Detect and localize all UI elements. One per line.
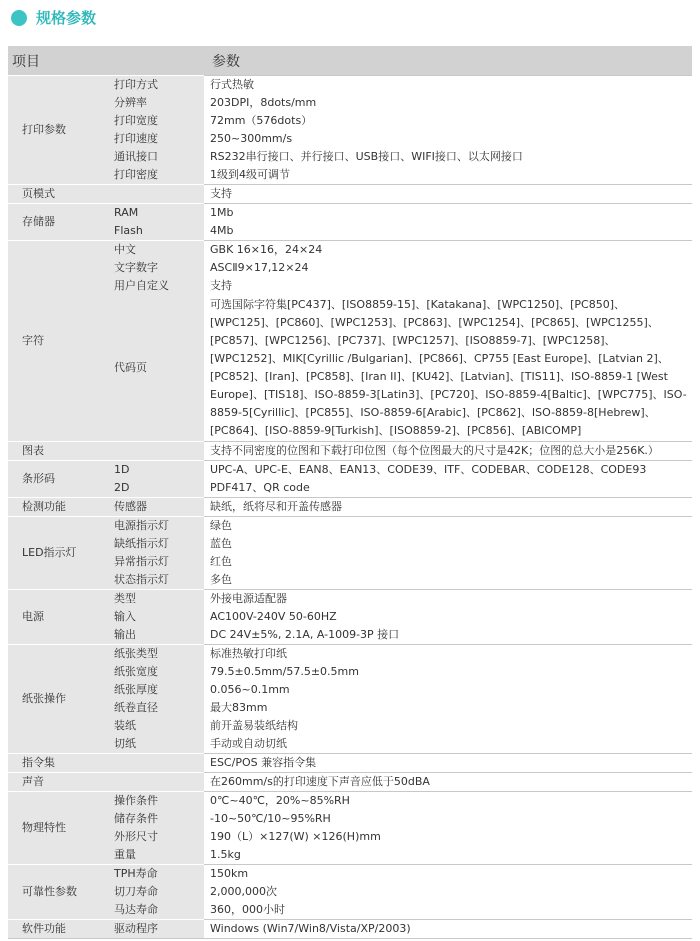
- value-cell: -10~50℃/10~95%RH: [204, 810, 692, 828]
- value-cell: 1级到4级可调节: [204, 166, 692, 185]
- subitem-cell: RAM: [106, 204, 204, 223]
- value-cell: 1.5kg: [204, 846, 692, 865]
- table-row: [8, 810, 692, 828]
- table-row: [8, 241, 692, 260]
- table-row: [8, 277, 692, 295]
- table-row: [8, 754, 692, 773]
- table-row: [8, 517, 692, 536]
- value-cell: 150km: [204, 865, 692, 884]
- table-row: [8, 259, 692, 277]
- category-cell: 检测功能: [8, 498, 106, 517]
- table-row: [8, 112, 692, 130]
- category-cell: 图表: [8, 442, 106, 461]
- subitem-cell: 通讯接口: [106, 148, 204, 166]
- subitem-cell: 打印宽度: [106, 112, 204, 130]
- value-cell: 0℃~40℃，20%~85%RH: [204, 792, 692, 811]
- subitem-cell: 马达寿命: [106, 901, 204, 920]
- value-cell: 手动或自动切纸: [204, 735, 692, 754]
- table-row: [8, 94, 692, 112]
- subitem-cell: 打印速度: [106, 130, 204, 148]
- subitem-cell: 缺纸指示灯: [106, 535, 204, 553]
- table-row: [8, 590, 692, 609]
- subitem-cell: 纸张类型: [106, 645, 204, 664]
- section-header: [0, 0, 700, 46]
- subitem-cell: 打印密度: [106, 166, 204, 185]
- table-row: [8, 166, 692, 185]
- value-cell: 最大83mm: [204, 699, 692, 717]
- value-cell: ASCⅡ9×17,12×24: [204, 259, 692, 277]
- subitem-cell: [106, 185, 204, 204]
- section-title: 规格参数: [36, 9, 97, 27]
- category-cell: 指令集: [8, 754, 106, 773]
- category-cell: 电源: [8, 590, 106, 645]
- spec-table: [8, 46, 692, 939]
- value-cell: 支持不同密度的位图和下载打印位图（每个位图最大的尺寸是42K；位图的总大小是256K.）: [204, 442, 692, 461]
- category-cell: 字符: [8, 241, 106, 442]
- spec-table-body: [8, 76, 692, 939]
- subitem-cell: 电源指示灯: [106, 517, 204, 536]
- subitem-cell: 2D: [106, 479, 204, 498]
- value-cell: ESC/POS 兼容指令集: [204, 754, 692, 773]
- value-cell: 203DPI，8dots/mm: [204, 94, 692, 112]
- value-cell: 在260mm/s的打印速度下声音应低于50dBA: [204, 773, 692, 792]
- value-cell: 蓝色: [204, 535, 692, 553]
- subitem-cell: 驱动程序: [106, 920, 204, 939]
- value-cell: 支持: [204, 277, 692, 295]
- value-cell: 72mm（576dots）: [204, 112, 692, 130]
- subitem-cell: 状态指示灯: [106, 571, 204, 590]
- subitem-cell: 纸张宽度: [106, 663, 204, 681]
- category-cell: 条形码: [8, 461, 106, 498]
- value-cell: 多色: [204, 571, 692, 590]
- table-row: [8, 920, 692, 939]
- subitem-cell: 装纸: [106, 717, 204, 735]
- table-row: [8, 535, 692, 553]
- table-header-row: [8, 46, 692, 76]
- table-row: [8, 792, 692, 811]
- value-cell: PDF417、QR code: [204, 479, 692, 498]
- subitem-cell: 切纸: [106, 735, 204, 754]
- table-row: [8, 553, 692, 571]
- value-cell: 4Mb: [204, 222, 692, 241]
- subitem-cell: TPH寿命: [106, 865, 204, 884]
- subitem-cell: 操作条件: [106, 792, 204, 811]
- table-row: [8, 204, 692, 223]
- value-cell: 可选国际字符集[PC437]、[ISO8859-15]、[Katakana]、[WPC1250]、[PC850]、[WPC125]、[PC860]、[WPC1253]、[PC863]、[WPC1254]、[PC865]、[WPC1255]、[PC857]、[WPC1256]、[PC737]、[WPC1257]、[ISO8859-7]、[WPC1258]、[WPC1252]、MIK[Cyrillic /Bulgarian]、[PC866]、CP755 [East Europe]、[Latvian 2]、[PC852]、[Iran]、[PC858]、[Iran II]、[KU42]、[Latvian]、[TIS11]、ISO-8859-1 [West Europe]、[TIS18]、ISO-8859-3[Latin3]、[PC720]、ISO-8859-4[Baltic]、[WPC775]、ISO-8859-5[Cyrillic]、[PC855]、ISO-8859-6[Arabic]、[PC862]、ISO-8859-8[Hebrew]、[PC864]、[ISO-8859-9[Turkish]、[ISO8859-2]、[PC856]、[ABICOMP]: [204, 295, 692, 442]
- value-cell: 红色: [204, 553, 692, 571]
- table-row: [8, 846, 692, 865]
- value-cell: RS232串行接口、并行接口、USB接口、WIFI接口、以太网接口: [204, 148, 692, 166]
- value-cell: 支持: [204, 185, 692, 204]
- subitem-cell: 1D: [106, 461, 204, 480]
- value-cell: 标准热敏打印纸: [204, 645, 692, 664]
- category-cell: 纸张操作: [8, 645, 106, 754]
- category-cell: 可靠性参数: [8, 865, 106, 920]
- value-cell: 1Mb: [204, 204, 692, 223]
- table-row: [8, 608, 692, 626]
- table-row: [8, 883, 692, 901]
- category-cell: 物理特性: [8, 792, 106, 865]
- header-item: 项目: [8, 46, 204, 76]
- table-row: [8, 498, 692, 517]
- subitem-cell: 传感器: [106, 498, 204, 517]
- table-row: [8, 865, 692, 884]
- subitem-cell: 储存条件: [106, 810, 204, 828]
- subitem-cell: 分辨率: [106, 94, 204, 112]
- table-row: [8, 901, 692, 920]
- subitem-cell: 输出: [106, 626, 204, 645]
- value-cell: 前开盖易装纸结构: [204, 717, 692, 735]
- table-row: [8, 626, 692, 645]
- category-cell: 存储器: [8, 204, 106, 241]
- subitem-cell: 用户自定义: [106, 277, 204, 295]
- subitem-cell: Flash: [106, 222, 204, 241]
- table-row: [8, 773, 692, 792]
- table-row: [8, 571, 692, 590]
- value-cell: Windows (Win7/Win8/Vista/XP/2003): [204, 920, 692, 939]
- value-cell: 缺纸，纸将尽和开盖传感器: [204, 498, 692, 517]
- subitem-cell: 中文: [106, 241, 204, 260]
- subitem-cell: 类型: [106, 590, 204, 609]
- value-cell: 250~300mm/s: [204, 130, 692, 148]
- subitem-cell: [106, 773, 204, 792]
- category-cell: LED指示灯: [8, 517, 106, 590]
- table-row: [8, 442, 692, 461]
- table-row: [8, 828, 692, 846]
- table-row: [8, 717, 692, 735]
- table-row: [8, 735, 692, 754]
- table-row: [8, 681, 692, 699]
- subitem-cell: 重量: [106, 846, 204, 865]
- subitem-cell: 文字数字: [106, 259, 204, 277]
- table-row: [8, 479, 692, 498]
- value-cell: UPC-A、UPC-E、EAN8、EAN13、CODE39、ITF、CODEBAR、CODE128、CODE93: [204, 461, 692, 480]
- bullet-dot-icon: [11, 10, 27, 26]
- category-cell: 声音: [8, 773, 106, 792]
- subitem-cell: 打印方式: [106, 76, 204, 95]
- table-row: [8, 130, 692, 148]
- subitem-cell: 纸张厚度: [106, 681, 204, 699]
- subitem-cell: 代码页: [106, 295, 204, 442]
- header-param: 参数: [204, 46, 692, 76]
- subitem-cell: 外形尺寸: [106, 828, 204, 846]
- value-cell: 2,000,000次: [204, 883, 692, 901]
- table-row: [8, 185, 692, 204]
- value-cell: 外接电源适配器: [204, 590, 692, 609]
- table-row: [8, 663, 692, 681]
- value-cell: 190（L）×127(W) ×126(H)mm: [204, 828, 692, 846]
- value-cell: 360，000小时: [204, 901, 692, 920]
- subitem-cell: [106, 442, 204, 461]
- value-cell: AC100V-240V 50-60HZ: [204, 608, 692, 626]
- category-cell: 打印参数: [8, 76, 106, 185]
- subitem-cell: [106, 754, 204, 773]
- table-row: [8, 295, 692, 442]
- value-cell: 行式热敏: [204, 76, 692, 95]
- value-cell: 绿色: [204, 517, 692, 536]
- value-cell: DC 24V±5%, 2.1A, A-1009-3P 接口: [204, 626, 692, 645]
- table-row: [8, 76, 692, 95]
- value-cell: 0.056~0.1mm: [204, 681, 692, 699]
- table-row: [8, 148, 692, 166]
- value-cell: 79.5±0.5mm/57.5±0.5mm: [204, 663, 692, 681]
- table-row: [8, 461, 692, 480]
- category-cell: 页模式: [8, 185, 106, 204]
- table-row: [8, 222, 692, 241]
- subitem-cell: 切刀寿命: [106, 883, 204, 901]
- category-cell: 软件功能: [8, 920, 106, 939]
- subitem-cell: 输入: [106, 608, 204, 626]
- subitem-cell: 纸卷直径: [106, 699, 204, 717]
- table-row: [8, 699, 692, 717]
- subitem-cell: 异常指示灯: [106, 553, 204, 571]
- value-cell: GBK 16×16，24×24: [204, 241, 692, 260]
- table-row: [8, 645, 692, 664]
